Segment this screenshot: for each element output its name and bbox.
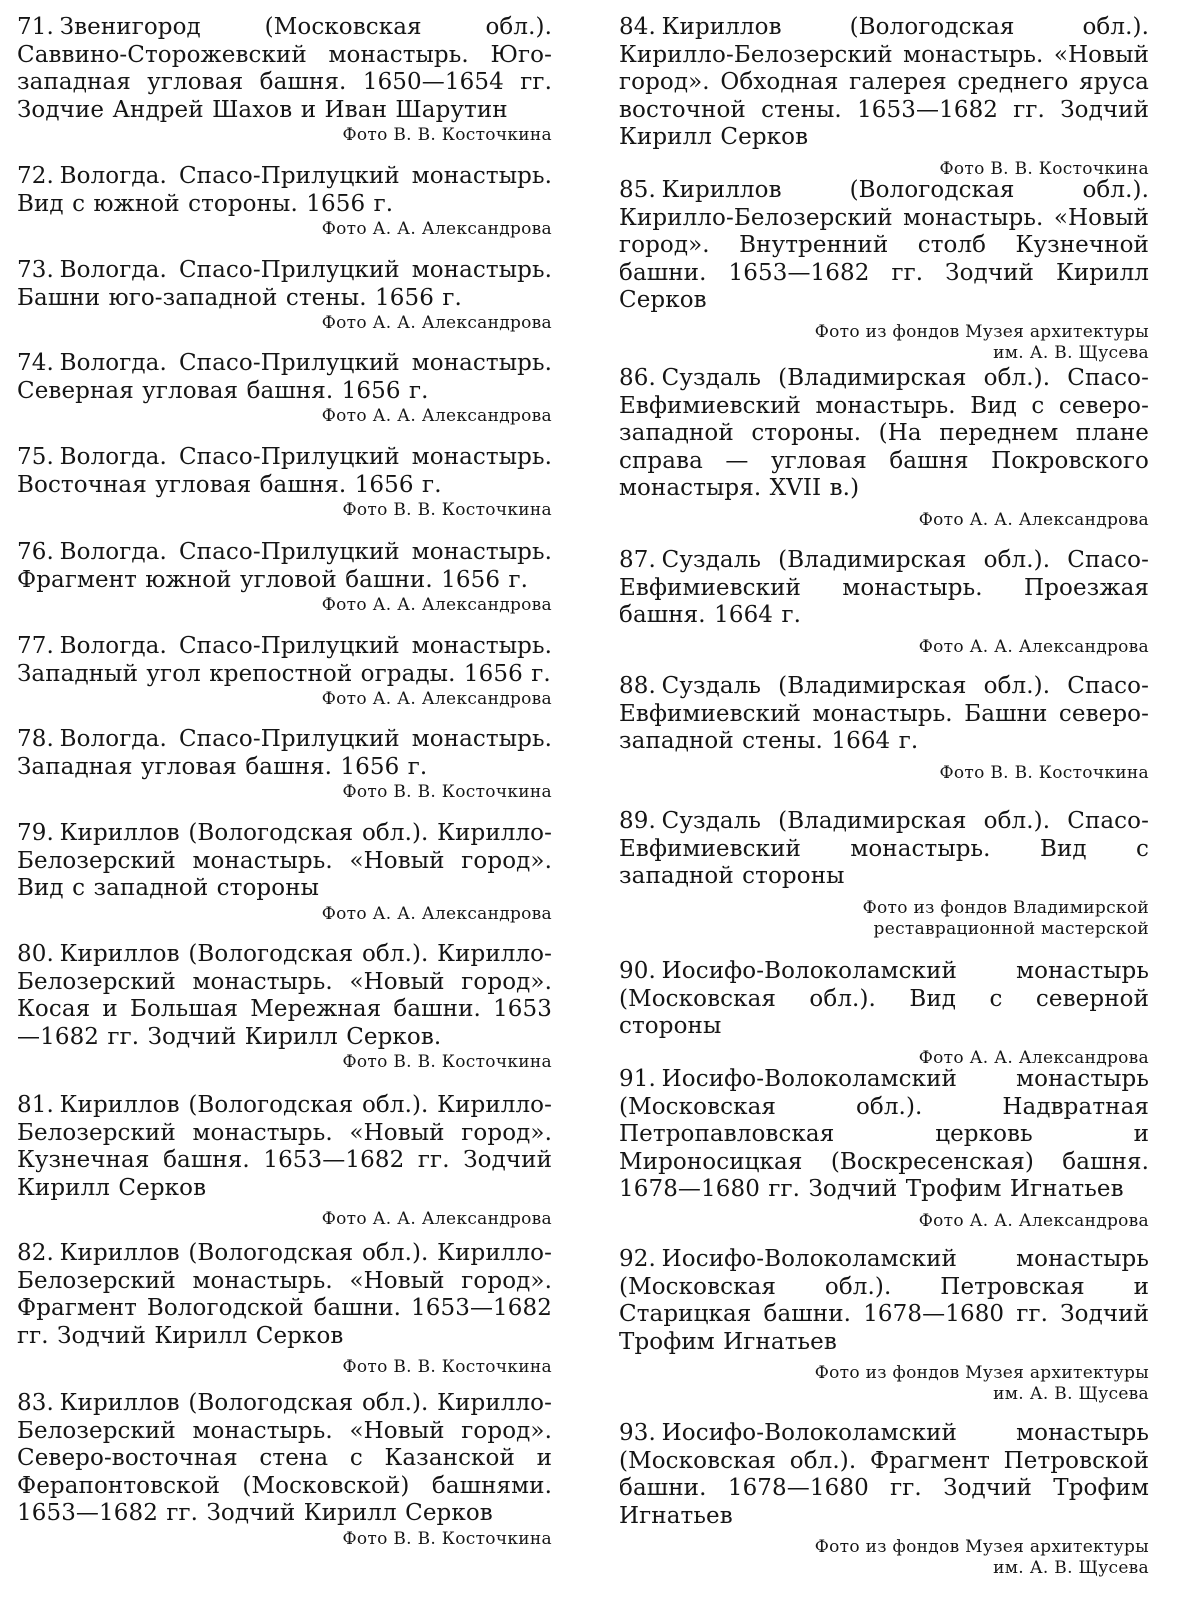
caption-text: 75. Вологда. Спасо-Прилуцкий монастырь. Восточная угловая башня. 1656 г. bbox=[17, 444, 552, 498]
caption-number: 86. bbox=[619, 365, 656, 391]
caption-text: 73. Вологда. Спасо-Прилуцкий монастырь. Башни юго-западной стены. 1656 г. bbox=[17, 257, 552, 311]
photo-credit: Фото А. А. Александрова bbox=[321, 595, 552, 615]
caption-entry-82 bbox=[17, 1240, 552, 1378]
caption-number: 75. bbox=[17, 444, 54, 470]
photo-credit: Фото из фондов Музея архитектуры им. А. В. Щусева bbox=[814, 321, 1149, 363]
caption-text: 81. Кириллов (Вологодская обл.). Кирилло-Белозерский монастырь. «Новый город». Кузнечная башня. 1653—1682 гг. Зодчий Кирилл Серков bbox=[17, 1092, 552, 1201]
caption-entry-76 bbox=[17, 539, 552, 616]
caption-number: 85. bbox=[619, 177, 656, 203]
caption-number: 71. bbox=[17, 14, 54, 40]
caption-number: 84. bbox=[619, 14, 656, 40]
caption-entry-93 bbox=[619, 1420, 1149, 1579]
caption-number: 74. bbox=[17, 350, 54, 376]
caption-text: 77. Вологда. Спасо-Прилуцкий монастырь. Западный угол крепостной ограды. 1656 г. bbox=[17, 633, 552, 687]
caption-entry-84 bbox=[619, 14, 1149, 180]
caption-text: 83. Кириллов (Вологодская обл.). Кирилло-Белозерский монастырь. «Новый город». Северо-восточная стена с Казанской и Ферапонтовской (Московской) башнями. 1653—1682 гг. Зодчий Кирилл Серков bbox=[17, 1390, 552, 1526]
caption-text: 74. Вологда. Спасо-Прилуцкий монастырь. Северная угловая башня. 1656 г. bbox=[17, 350, 552, 404]
photo-credit: Фото А. А. Александрова bbox=[321, 1209, 552, 1229]
caption-number: 91. bbox=[619, 1066, 656, 1092]
caption-text: 85. Кириллов (Вологодская обл.). Кирилло-Белозерский монастырь. «Новый город». Внутренний столб Кузнечной башни. 1653—1682 гг. Зодчий Кирилл Серков bbox=[619, 177, 1149, 313]
caption-entry-73 bbox=[17, 257, 552, 334]
caption-number: 82. bbox=[17, 1240, 54, 1266]
caption-number: 76. bbox=[17, 539, 54, 565]
photo-credit: Фото из фондов Музея архитектуры им. А. В. Щусева bbox=[814, 1537, 1149, 1578]
photo-credit: Фото А. А. Александрова bbox=[321, 219, 552, 239]
left-column bbox=[17, 0, 552, 1600]
photo-credit: Фото А. А. Александрова bbox=[321, 313, 552, 333]
right-column bbox=[619, 0, 1149, 1600]
caption-text: 82. Кириллов (Вологодская обл.). Кирилло-Белозерский монастырь. «Новый город». Фрагмент Вологодской башни. 1653—1682 гг. Зодчий Кирилл Серков bbox=[17, 1240, 552, 1349]
photo-credit: Фото В. В. Косточкина bbox=[342, 1357, 552, 1377]
photo-credit: Фото В. В. Косточкина bbox=[342, 125, 552, 145]
caption-number: 78. bbox=[17, 726, 54, 752]
caption-text: 93. Иосифо-Волоколамский монастырь (Московская обл.). Фрагмент Петровской башни. 1678—1680 гг. Зодчий Трофим Игнатьев bbox=[619, 1420, 1149, 1529]
caption-number: 92. bbox=[619, 1246, 656, 1272]
caption-entry-75 bbox=[17, 444, 552, 521]
caption-text: 89. Суздаль (Владимирская обл.). Спасо-Евфимиевский монастырь. Вид с западной стороны bbox=[619, 808, 1149, 889]
caption-entry-86 bbox=[619, 365, 1149, 531]
caption-number: 89. bbox=[619, 808, 656, 834]
caption-text: 78. Вологда. Спасо-Прилуцкий монастырь. Западная угловая башня. 1656 г. bbox=[17, 726, 552, 780]
caption-text: 90. Иосифо-Волоколамский монастырь (Московская обл.). Вид с северной стороны bbox=[619, 958, 1149, 1039]
caption-number: 77. bbox=[17, 633, 54, 659]
caption-number: 88. bbox=[619, 673, 656, 699]
caption-number: 90. bbox=[619, 958, 656, 984]
photo-credit: Фото из фондов Владимирской реставрационной мастерской bbox=[862, 897, 1149, 939]
caption-entry-78 bbox=[17, 726, 552, 803]
photo-credit: Фото А. А. Александрова bbox=[918, 636, 1149, 657]
caption-number: 73. bbox=[17, 257, 54, 283]
caption-text: 76. Вологда. Спасо-Прилуцкий монастырь. Фрагмент южной угловой башни. 1656 г. bbox=[17, 539, 552, 593]
caption-entry-90 bbox=[619, 958, 1149, 1069]
photo-credit: Фото А. А. Александрова bbox=[321, 406, 552, 426]
caption-number: 93. bbox=[619, 1420, 656, 1446]
caption-text: 92. Иосифо-Волоколамский монастырь (Московская обл.). Петровская и Старицкая башни. 1678—1680 гг. Зодчий Трофим Игнатьев bbox=[619, 1246, 1149, 1355]
caption-entry-83 bbox=[17, 1390, 552, 1550]
caption-entry-77 bbox=[17, 633, 552, 710]
photo-credit: Фото А. А. Александрова bbox=[321, 903, 552, 924]
caption-entry-89 bbox=[619, 808, 1149, 940]
caption-number: 80. bbox=[17, 941, 54, 967]
caption-number: 79. bbox=[17, 820, 54, 846]
caption-entry-87 bbox=[619, 547, 1149, 658]
caption-number: 87. bbox=[619, 547, 656, 573]
caption-number: 81. bbox=[17, 1092, 54, 1118]
caption-text: 72. Вологда. Спасо-Прилуцкий монастырь. Вид с южной стороны. 1656 г. bbox=[17, 163, 552, 217]
caption-entry-81 bbox=[17, 1092, 552, 1230]
caption-text: 87. Суздаль (Владимирская обл.). Спасо-Евфимиевский монастырь. Проезжая башня. 1664 г. bbox=[619, 547, 1149, 628]
photo-credit: Фото А. А. Александрова bbox=[918, 1047, 1149, 1068]
caption-entry-92 bbox=[619, 1246, 1149, 1405]
caption-entry-79 bbox=[17, 820, 552, 925]
photo-credit: Фото В. В. Косточкина bbox=[939, 158, 1149, 179]
caption-text: 88. Суздаль (Владимирская обл.). Спасо-Евфимиевский монастырь. Башни северо-западной стены. 1664 г. bbox=[619, 673, 1149, 754]
photo-credit: Фото В. В. Косточкина bbox=[342, 1528, 552, 1549]
caption-text: 84. Кириллов (Вологодская обл.). Кирилло-Белозерский монастырь. «Новый город». Обходная галерея среднего яруса восточной стены. 1653—1682 гг. Зодчий Кирилл Серков bbox=[619, 14, 1149, 150]
caption-entry-88 bbox=[619, 673, 1149, 784]
photo-credit: Фото А. А. Александрова bbox=[918, 509, 1149, 530]
caption-text: 79. Кириллов (Вологодская обл.). Кирилло-Белозерский монастырь. «Новый город». Вид с западной стороны bbox=[17, 820, 552, 901]
photo-credit: Фото В. В. Косточкина bbox=[342, 782, 552, 802]
photo-credit: Фото В. В. Косточкина bbox=[939, 762, 1149, 783]
caption-number: 83. bbox=[17, 1390, 54, 1416]
caption-text: 71. Звенигород (Московская обл.). Саввино-Сторожевский монастырь. Юго-западная угловая башня. 1650—1654 гг. Зодчие Андрей Шахов и Иван Шарутин bbox=[17, 14, 552, 123]
caption-text: 91. Иосифо-Волоколамский монастырь (Московская обл.). Надвратная Петропавловская церковь и Мироносицкая (Воскресенская) башня. 1678—1680 гг. Зодчий Трофим Игнатьев bbox=[619, 1066, 1149, 1202]
photo-credit: Фото В. В. Косточкина bbox=[342, 1052, 552, 1072]
caption-entry-91 bbox=[619, 1066, 1149, 1232]
caption-number: 72. bbox=[17, 163, 54, 189]
caption-entry-74 bbox=[17, 350, 552, 427]
caption-entry-80 bbox=[17, 941, 552, 1073]
caption-text: 80. Кириллов (Вологодская обл.). Кирилло-Белозерский монастырь. «Новый город». Косая и Большая Мережная башни. 1653—1682 гг. Зодчий Кирилл Серков. bbox=[17, 941, 552, 1050]
photo-credit: Фото А. А. Александрова bbox=[321, 689, 552, 709]
caption-entry-72 bbox=[17, 163, 552, 240]
photo-credit: Фото А. А. Александрова bbox=[918, 1210, 1149, 1231]
caption-entry-71 bbox=[17, 14, 552, 146]
photo-credit: Фото из фондов Музея архитектуры им. А. В. Щусева bbox=[814, 1363, 1149, 1404]
caption-entry-85 bbox=[619, 177, 1149, 364]
caption-text: 86. Суздаль (Владимирская обл.). Спасо-Евфимиевский монастырь. Вид с северо-западной стороны. (На переднем плане справа — угловая башня Покровского монастыря. XVII в.) bbox=[619, 365, 1149, 501]
photo-credit: Фото В. В. Косточкина bbox=[342, 500, 552, 520]
